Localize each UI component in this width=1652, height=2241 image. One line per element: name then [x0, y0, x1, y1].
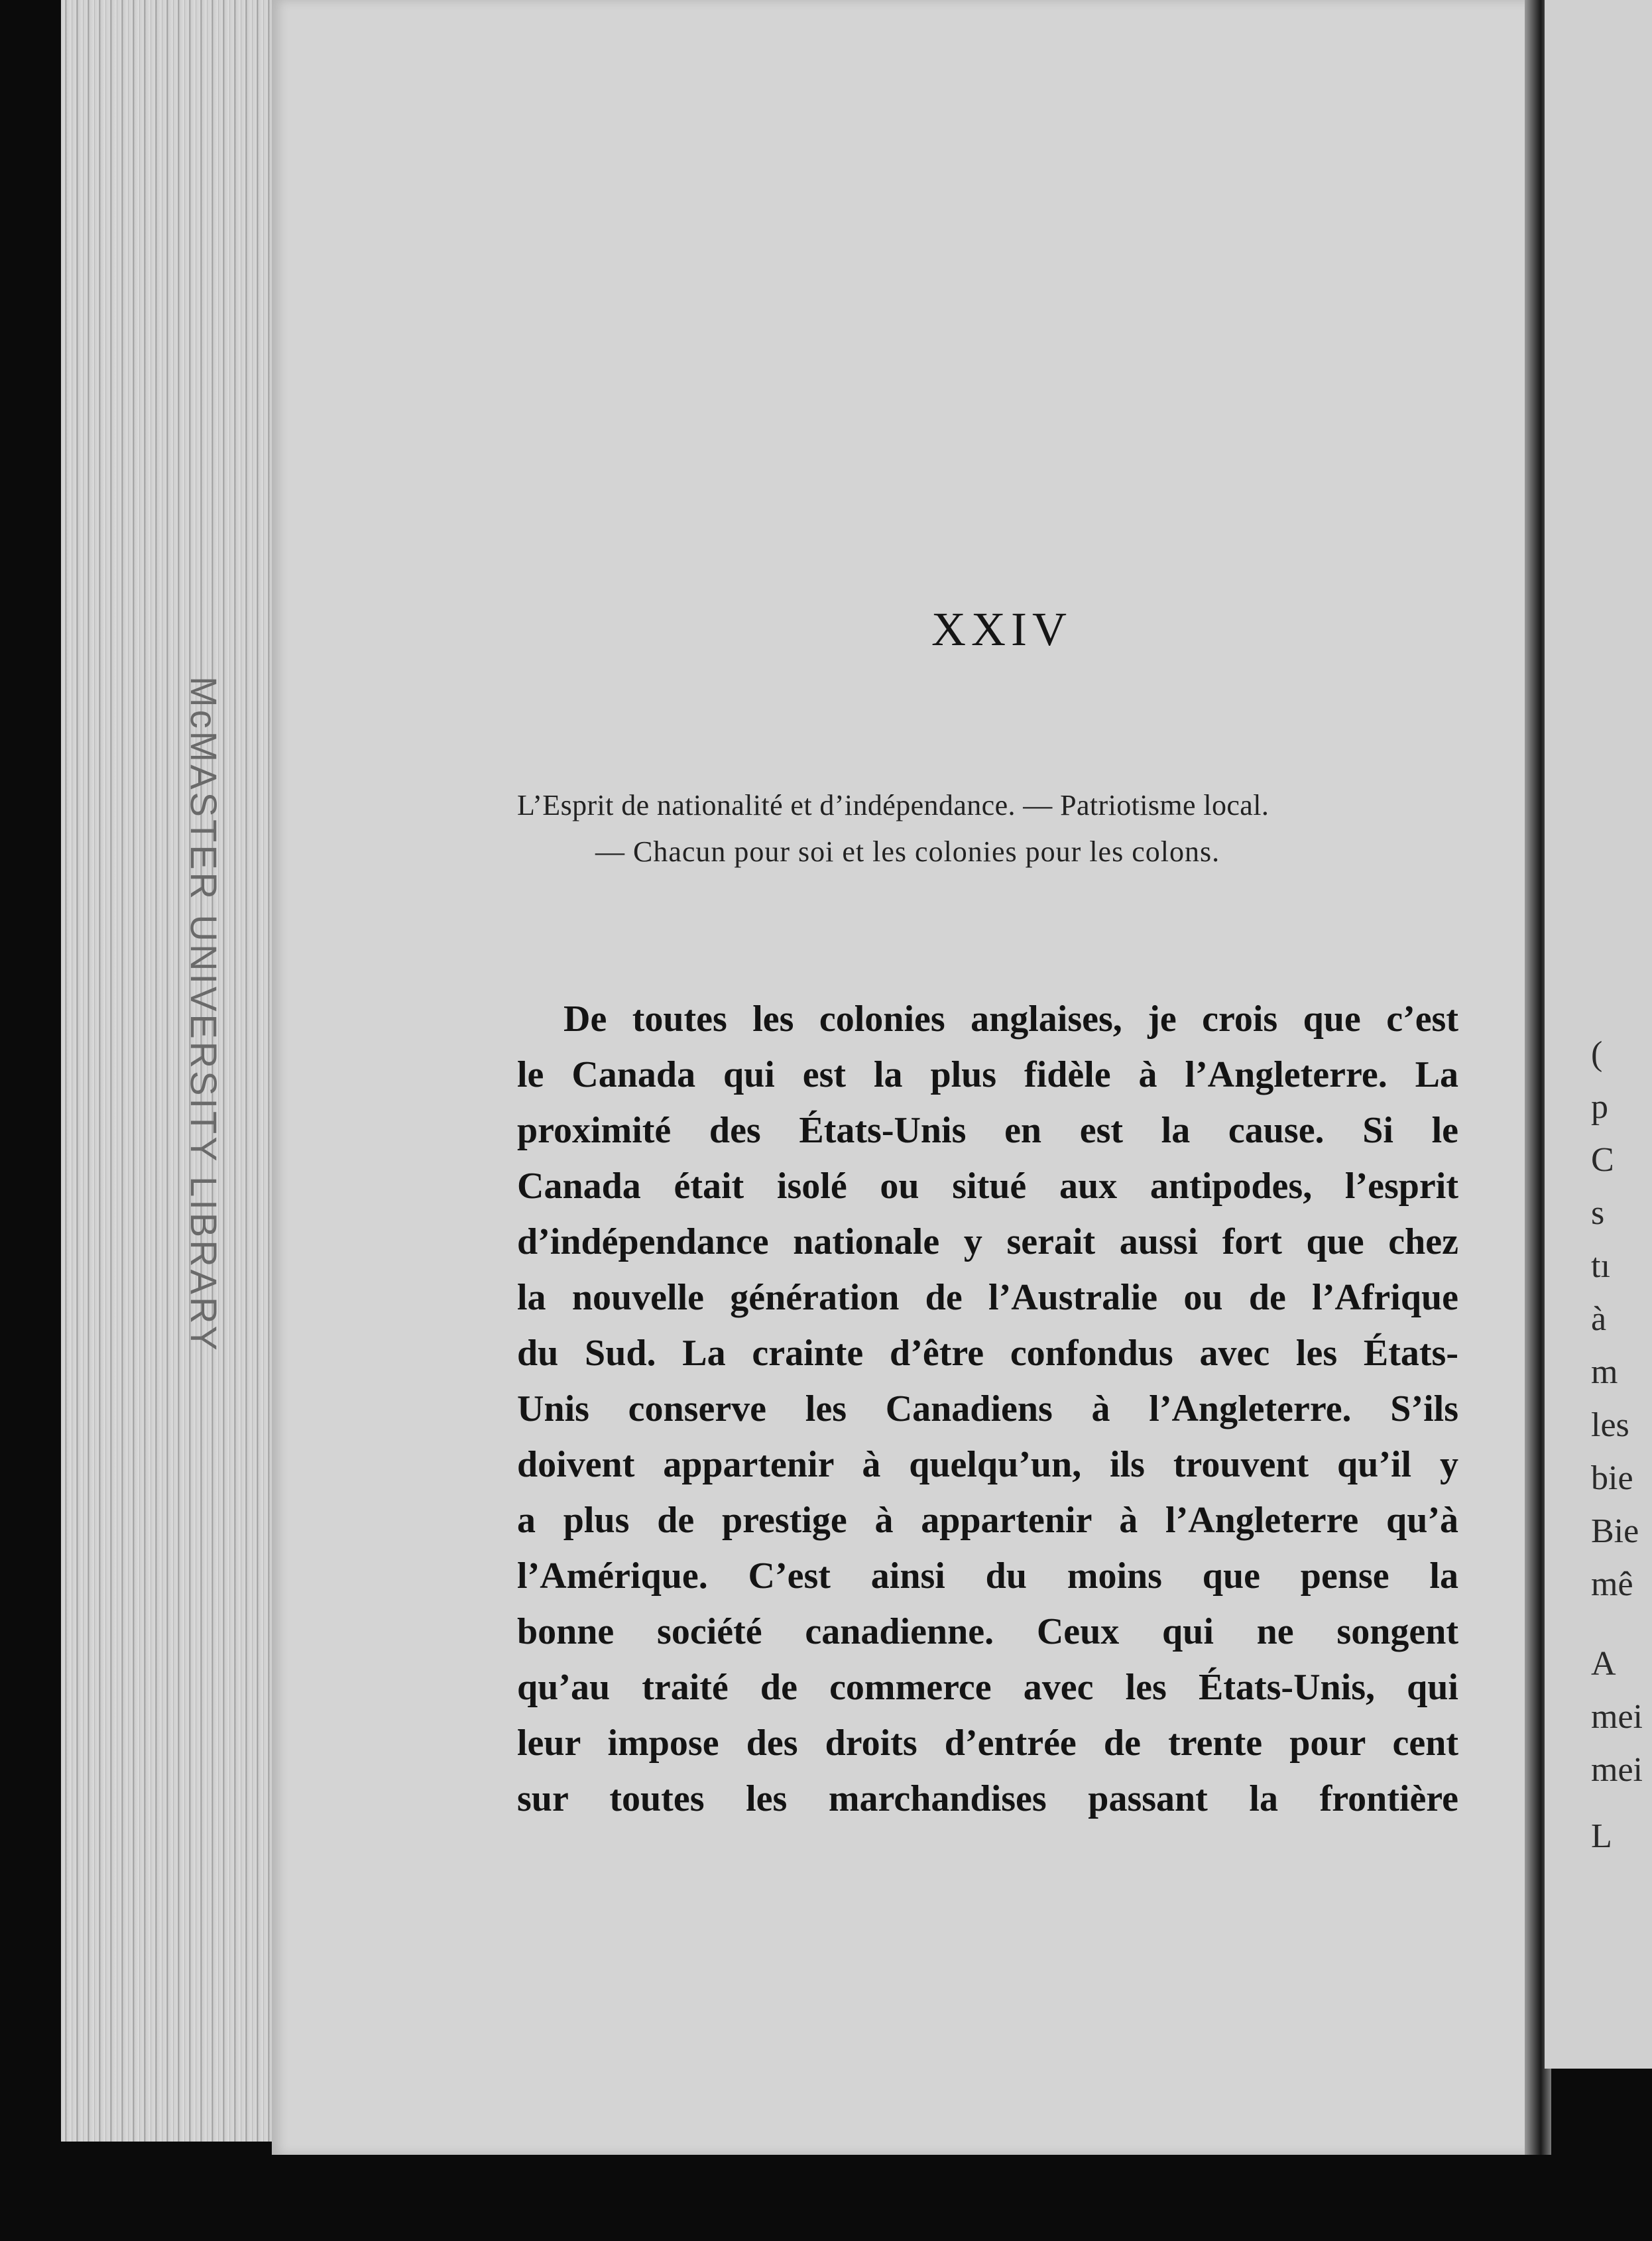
body-line: d’indépendance nationale y serait aussi fort que chez: [517, 1221, 1458, 1262]
body-line: sur toutes les marchandises passant la frontière: [517, 1778, 1458, 1819]
body-line: qu’au traité de commerce avec les États-Unis, qui: [517, 1667, 1458, 1708]
body-line: bonne société canadienne. Ceux qui ne songent: [517, 1611, 1458, 1652]
body-line: Unis conserve les Canadiens à l’Angleterre. S’ils: [517, 1388, 1458, 1429]
library-stamp: McMASTER UNIVERSITY LIBRARY: [183, 676, 225, 1353]
page-stack-edges: [61, 0, 286, 2142]
facing-page-fragment: mei: [1591, 1751, 1643, 1789]
body-line: Canada était isolé ou situé aux antipodes, l’esprit: [517, 1166, 1458, 1207]
facing-page-fragment: s: [1591, 1194, 1605, 1232]
body-line: De toutes les colonies anglaises, je crois que c’est: [563, 999, 1458, 1040]
summary-line: — Chacun pour soi et les colonies pour les colons.: [595, 835, 1220, 868]
body-line: a plus de prestige à appartenir à l’Angleterre qu’à: [517, 1500, 1458, 1541]
facing-page-fragment: (: [1591, 1035, 1603, 1073]
chapter-number: XXIV: [931, 603, 1072, 656]
facing-page-fragment: m: [1591, 1353, 1618, 1391]
facing-page-fragment: mei: [1591, 1698, 1643, 1736]
body-line: du Sud. La crainte d’être confondus avec les États-: [517, 1333, 1458, 1374]
body-line: proximité des États-Unis en est la cause. Si le: [517, 1110, 1458, 1151]
body-line: doivent appartenir à quelqu’un, ils trouvent qu’il y: [517, 1444, 1458, 1485]
facing-page-fragment: les: [1591, 1406, 1629, 1444]
facing-page-fragment: à: [1591, 1300, 1607, 1338]
body-text: [517, 991, 1458, 1827]
body-line: leur impose des droits d’entrée de trente pour cent: [517, 1723, 1458, 1764]
summary-line: L’Esprit de nationalité et d’indépendance. — Patriotisme local.: [517, 789, 1269, 821]
body-line: la nouvelle génération de l’Australie ou de l’Afrique: [517, 1277, 1458, 1318]
facing-page-fragment: tı: [1591, 1247, 1610, 1285]
facing-page-fragment: bie: [1591, 1459, 1633, 1497]
facing-page-fragment: L: [1591, 1817, 1612, 1855]
chapter-summary: [517, 782, 1472, 875]
facing-page-fragment: Bie: [1591, 1512, 1639, 1550]
facing-page-fragment: p: [1591, 1088, 1608, 1126]
facing-page-fragment: A: [1591, 1645, 1616, 1683]
facing-page-fragment: mê: [1591, 1565, 1633, 1603]
body-line: le Canada qui est la plus fidèle à l’Angleterre. La: [517, 1054, 1458, 1095]
body-line: l’Amérique. C’est ainsi du moins que pense la: [517, 1555, 1458, 1597]
facing-page-fragment: C: [1591, 1141, 1614, 1179]
